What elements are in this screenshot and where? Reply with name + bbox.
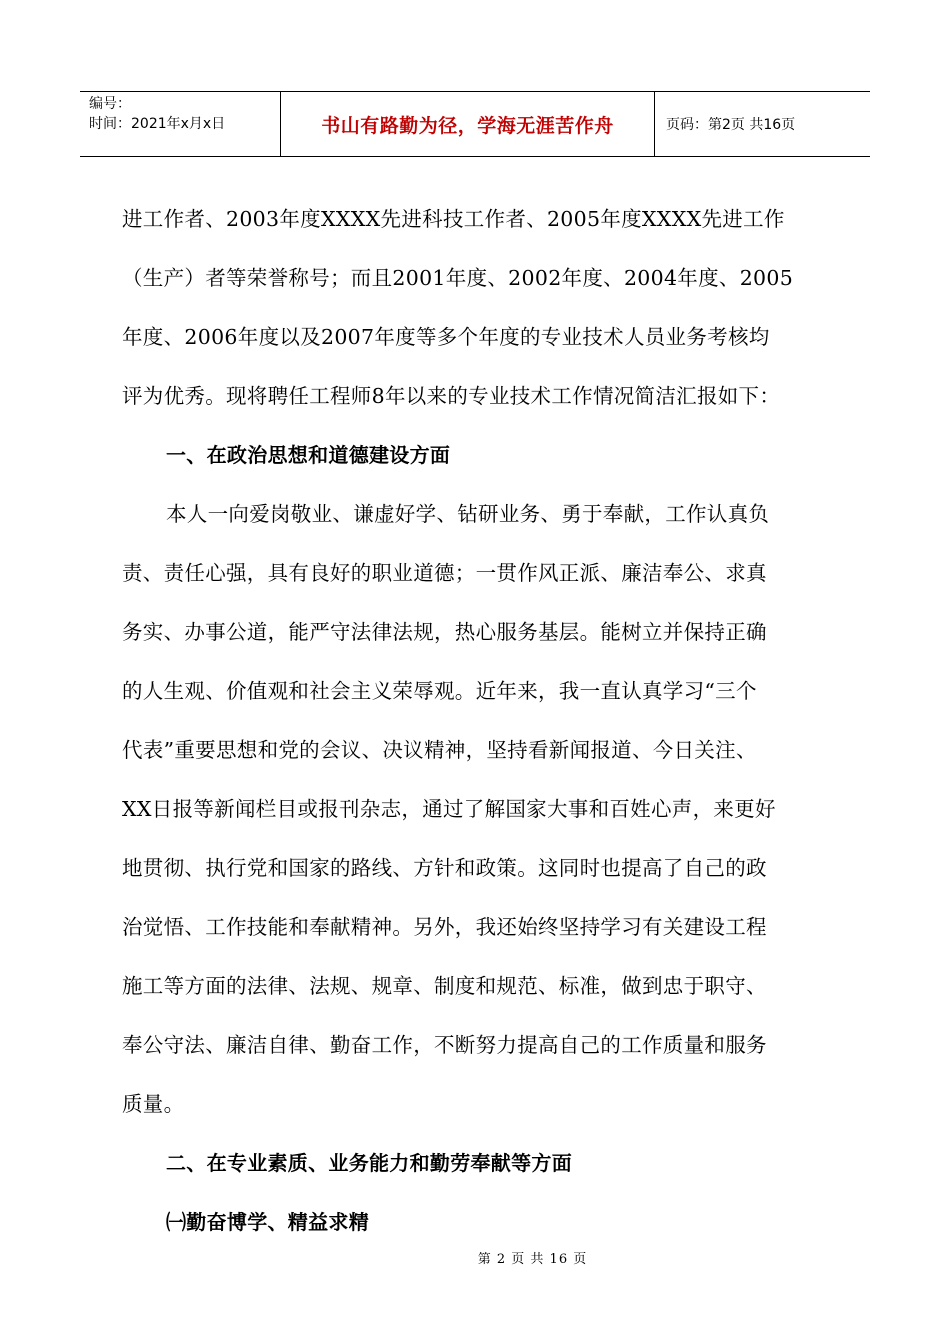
paragraph-line: 责、责任心强，具有良好的职业道德；一贯作风正派、廉洁奉公、求真 xyxy=(122,561,767,585)
document-number-label: 编号： xyxy=(89,96,131,112)
paragraph-line: 代表”重要思想和党的会议、决议精神，坚持看新闻报道、今日关注、 xyxy=(122,738,757,762)
paragraph-line: 施工等方面的法律、法规、规章、制度和规范、标准，做到忠于职守、 xyxy=(122,974,767,998)
paragraph-line: 本人一向爱岗敬业、谦虚好学、钻研业务、勇于奉献，工作认真负 xyxy=(166,502,770,526)
document-header xyxy=(80,91,870,157)
paragraph-line: XX日报等新闻栏目或报刊杂志，通过了解国家大事和百姓心声，来更好 xyxy=(122,797,776,821)
header-page-info: 页码：第2页 共16页 xyxy=(666,117,796,133)
page-footer xyxy=(0,1248,950,1267)
body-line: 年度、2006年度以及2007年度等多个年度的专业技术人员业务考核均 xyxy=(122,325,770,349)
body-line: 进工作者、2003年度XXXX先进科技工作者、2005年度XXXX先进工作 xyxy=(122,207,785,231)
paragraph-line: 的人生观、价值观和社会主义荣辱观。近年来，我一直认真学习“三个 xyxy=(122,679,757,703)
section-heading-professional: 二、在专业素质、业务能力和勤劳奉献等方面 xyxy=(166,1151,572,1175)
subsection-heading: ㈠勤奋博学、精益求精 xyxy=(166,1210,369,1234)
paragraph-line: 质量。 xyxy=(122,1092,185,1116)
body-line: （生产）者等荣誉称号；而且2001年度、2002年度、2004年度、2005 xyxy=(122,266,794,290)
section-heading-political: 一、在政治思想和道德建设方面 xyxy=(166,443,451,467)
paragraph-line: 治觉悟、工作技能和奉献精神。另外，我还始终坚持学习有关建设工程 xyxy=(122,915,767,939)
document-body xyxy=(122,190,842,1252)
paragraph-line: 务实、办事公道，能严守法律法规，热心服务基层。能树立并保持正确 xyxy=(122,620,767,644)
paragraph-line: 地贯彻、执行党和国家的路线、方针和政策。这同时也提高了自己的政 xyxy=(122,856,767,880)
paragraph-line: 奉公守法、廉洁自律、勤奋工作，不断努力提高自己的工作质量和服务 xyxy=(122,1033,767,1057)
document-time-label: 时间：2021年x月x日 xyxy=(89,116,226,132)
header-meta xyxy=(80,92,281,156)
header-motto: 书山有路勤为径，学海无涯苦作舟 xyxy=(281,92,655,156)
body-line: 评为优秀。现将聘任工程师8年以来的专业技术工作情况简洁汇报如下： xyxy=(122,384,781,408)
footer-page-number: 第 2 页 共 16 页 xyxy=(477,1252,588,1267)
